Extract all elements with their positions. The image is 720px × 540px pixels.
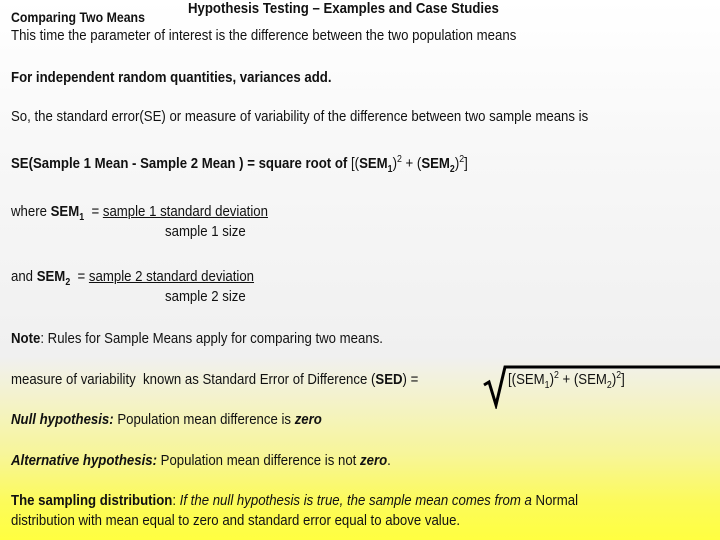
radicand-mid: + (SEM xyxy=(558,371,607,388)
slide-subtitle: Comparing Two Means xyxy=(11,9,145,25)
variances-rule: For independent random quantities, variances add. xyxy=(11,69,332,86)
sem2-label: SEM xyxy=(421,155,450,172)
alt-hypothesis-label: Alternative hypothesis: xyxy=(11,452,157,469)
radicand-close: ] xyxy=(621,371,625,388)
sed-radicand xyxy=(508,371,625,389)
sampling-distribution-line2: distribution with mean equal to zero and standard error equal to above value. xyxy=(11,512,461,529)
equals: = xyxy=(84,203,103,220)
alt-hypothesis-end: . xyxy=(387,452,391,469)
sem1-numerator: sample 1 standard deviation xyxy=(102,203,268,220)
sampling-italic: If the null hypothesis is true, the sample mean comes from a xyxy=(179,492,532,509)
se-intro: So, the standard error(SE) or measure of variability of the difference between two sample means is xyxy=(11,108,589,125)
sem2-definition xyxy=(11,268,254,286)
bracket-open: [( xyxy=(350,155,360,172)
sampling-label: The sampling distribution xyxy=(11,492,173,509)
se-formula-lhs: SE(Sample 1 Mean - Sample 2 Mean ) = square root of xyxy=(11,155,351,172)
sem1-sub: 1 xyxy=(387,164,393,175)
equals: = xyxy=(70,268,89,285)
radicand-pow2: 2 xyxy=(616,370,622,381)
sem2-numerator: sample 2 standard deviation xyxy=(88,268,255,285)
sed-prefix: measure of variability known as Standard Error of Difference ( xyxy=(11,371,376,388)
pow1: 2 xyxy=(396,154,402,165)
sem2-sub: 2 xyxy=(65,277,71,288)
alt-hypothesis-emph: zero xyxy=(360,452,388,469)
sem2-sub: 2 xyxy=(449,164,455,175)
paren-close: ) xyxy=(611,371,617,388)
note-text: : Rules for Sample Means apply for comparing two means. xyxy=(40,330,383,347)
paren-close: ) xyxy=(549,371,554,388)
radicand-pow1: 2 xyxy=(553,370,559,381)
radicand-open: [(SEM xyxy=(508,371,545,388)
alt-hypothesis-text: Population mean difference is not xyxy=(156,452,361,469)
sem2-label: SEM xyxy=(36,268,66,285)
null-hypothesis xyxy=(11,411,322,429)
sem1-prefix: where xyxy=(11,203,51,220)
sampling-distribution xyxy=(11,492,578,510)
intro-text: This time the parameter of interest is the difference between the two population means xyxy=(11,27,517,44)
sem1-denominator: sample 1 size xyxy=(165,223,246,240)
sem2-prefix: and xyxy=(11,268,37,285)
sem2-denominator: sample 2 size xyxy=(165,288,246,305)
se-formula xyxy=(11,155,468,173)
radicand-sub2: 2 xyxy=(606,380,612,391)
null-hypothesis-label: Null hypothesis: xyxy=(11,411,114,428)
sem1-sub: 1 xyxy=(79,212,85,223)
sem1-label: SEM xyxy=(50,203,80,220)
pow2: 2 xyxy=(459,154,465,165)
plus-open: + ( xyxy=(401,155,422,172)
sed-suffix: ) = xyxy=(402,371,419,388)
sampling-text: Normal xyxy=(531,492,579,509)
paren-close: ) xyxy=(392,155,397,172)
note xyxy=(11,330,383,348)
slide-title: Hypothesis Testing – Examples and Case Studies xyxy=(188,0,499,17)
sem1-definition xyxy=(11,203,268,221)
paren-close: ) xyxy=(454,155,460,172)
null-hypothesis-emph: zero xyxy=(294,411,322,428)
sed-formula xyxy=(11,371,418,389)
sampling-colon: : xyxy=(172,492,180,509)
null-hypothesis-text: Population mean difference is xyxy=(113,411,295,428)
alt-hypothesis xyxy=(11,452,391,470)
note-label: Note xyxy=(11,330,41,347)
radicand-sub1: 1 xyxy=(544,380,550,391)
sem1-label: SEM xyxy=(359,155,388,172)
bracket-close: ] xyxy=(464,155,468,172)
sed-label: SED xyxy=(375,371,403,388)
